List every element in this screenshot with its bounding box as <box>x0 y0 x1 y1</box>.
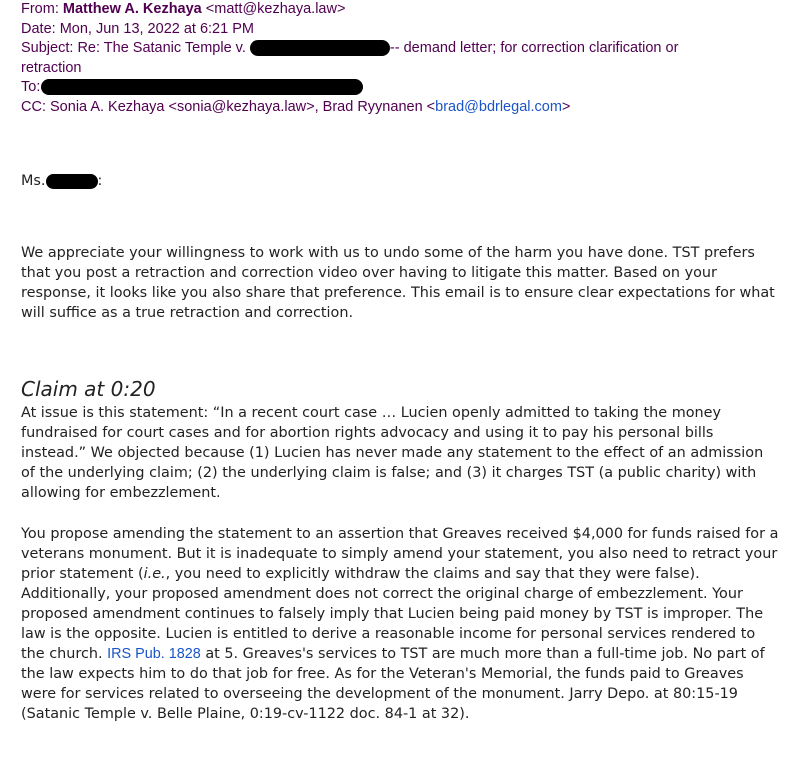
ie-emphasis: i.e. <box>143 566 166 582</box>
subject-suffix: -- demand letter; for correction clarification or <box>389 40 679 56</box>
section-heading: Claim at 0:20 <box>21 377 156 401</box>
subject-continued: retraction <box>21 59 82 76</box>
irs-pub-link[interactable]: IRS Pub. 1828 <box>107 646 201 662</box>
paragraph-text: at 5. Greaves's services to TST are much more than a full-time job. No part of the law expects him to do that job for free. As for the Veteran's Memorial, the funds paid to Greaves were for services related to overseeing the development of the monument. Jarry Depo. at 80:15-19 (Satanic Temple v. Belle Plaine, 0:19-cv-1122 doc. 84-1 at 32). <box>21 646 765 722</box>
cc-recipients: Sonia A. Kezhaya <sonia@kezhaya.law>, Brad Ryynanen < <box>50 98 436 115</box>
subject-prefix: Re: The Satanic Temple v. <box>77 40 246 56</box>
cc-line <box>21 98 781 118</box>
to-label: To: <box>21 79 41 95</box>
salutation-prefix: Ms. <box>21 173 46 189</box>
paragraph-claim: At issue is this statement: “In a recent court case … Lucien openly admitted to taking the money fundraised for court cases and for abortion rights advocacy and using it to pay his personal bills instead.” We objected because (1) Lucien has never made any statement to the effect of an admission of the underlying claim; (2) the underlying claim is false; and (3) it charges TST (a public charity) with allowing for embezzlement. <box>21 405 764 501</box>
email-header <box>21 0 781 117</box>
paragraph-intro: We appreciate your willingness to work with us to undo some of the harm you have done. TST prefers that you post a retraction and correction video over having to litigate this matter. Based on your response, it looks like you also share that preference. This email is to ensure clear expectations for what will suffice as a true retraction and correction. <box>21 245 775 321</box>
paragraph-amendment <box>21 524 779 724</box>
subject-label: Subject: <box>21 40 74 56</box>
sender-name[interactable]: Matthew A. Kezhaya <box>62 1 202 17</box>
sender-email[interactable]: <matt@kezhaya.law> <box>205 1 346 17</box>
cc-label: CC: <box>21 98 46 115</box>
paragraph-text: , you need to explicitly withdraw the claims and say that they were false). Additionally, your proposed amendment does not correct the original charge of embezzlement. Your proposed amendment continues to falsely imply that Lucien being paid money by TST is improper. The law is the opposite. Lucien is entitled to derive a reasonable income for personal services rendered to the church. <box>21 566 764 662</box>
redaction-bar <box>46 174 98 189</box>
date-label: Date: <box>21 20 56 37</box>
redaction-bar <box>41 79 363 95</box>
salutation <box>21 171 779 191</box>
date-value: Mon, Jun 13, 2022 at 6:21 PM <box>59 20 254 37</box>
cc-email-link[interactable]: brad@bdrlegal.com <box>435 98 562 115</box>
date-line <box>21 20 781 40</box>
paragraph-text: You propose amending the statement to an assertion that Greaves received $4,000 for funds raised for a veterans monument. But it is inadequate to simply amend your statement, you also need to retract your prior statement ( <box>21 526 779 582</box>
from-label: From: <box>21 1 59 17</box>
salutation-suffix: : <box>97 173 103 189</box>
subject-line-2 <box>21 59 781 79</box>
cc-end: > <box>561 98 571 115</box>
to-line <box>21 78 781 98</box>
redaction-bar <box>250 40 390 56</box>
from-line <box>21 0 781 20</box>
subject-line <box>21 39 781 59</box>
